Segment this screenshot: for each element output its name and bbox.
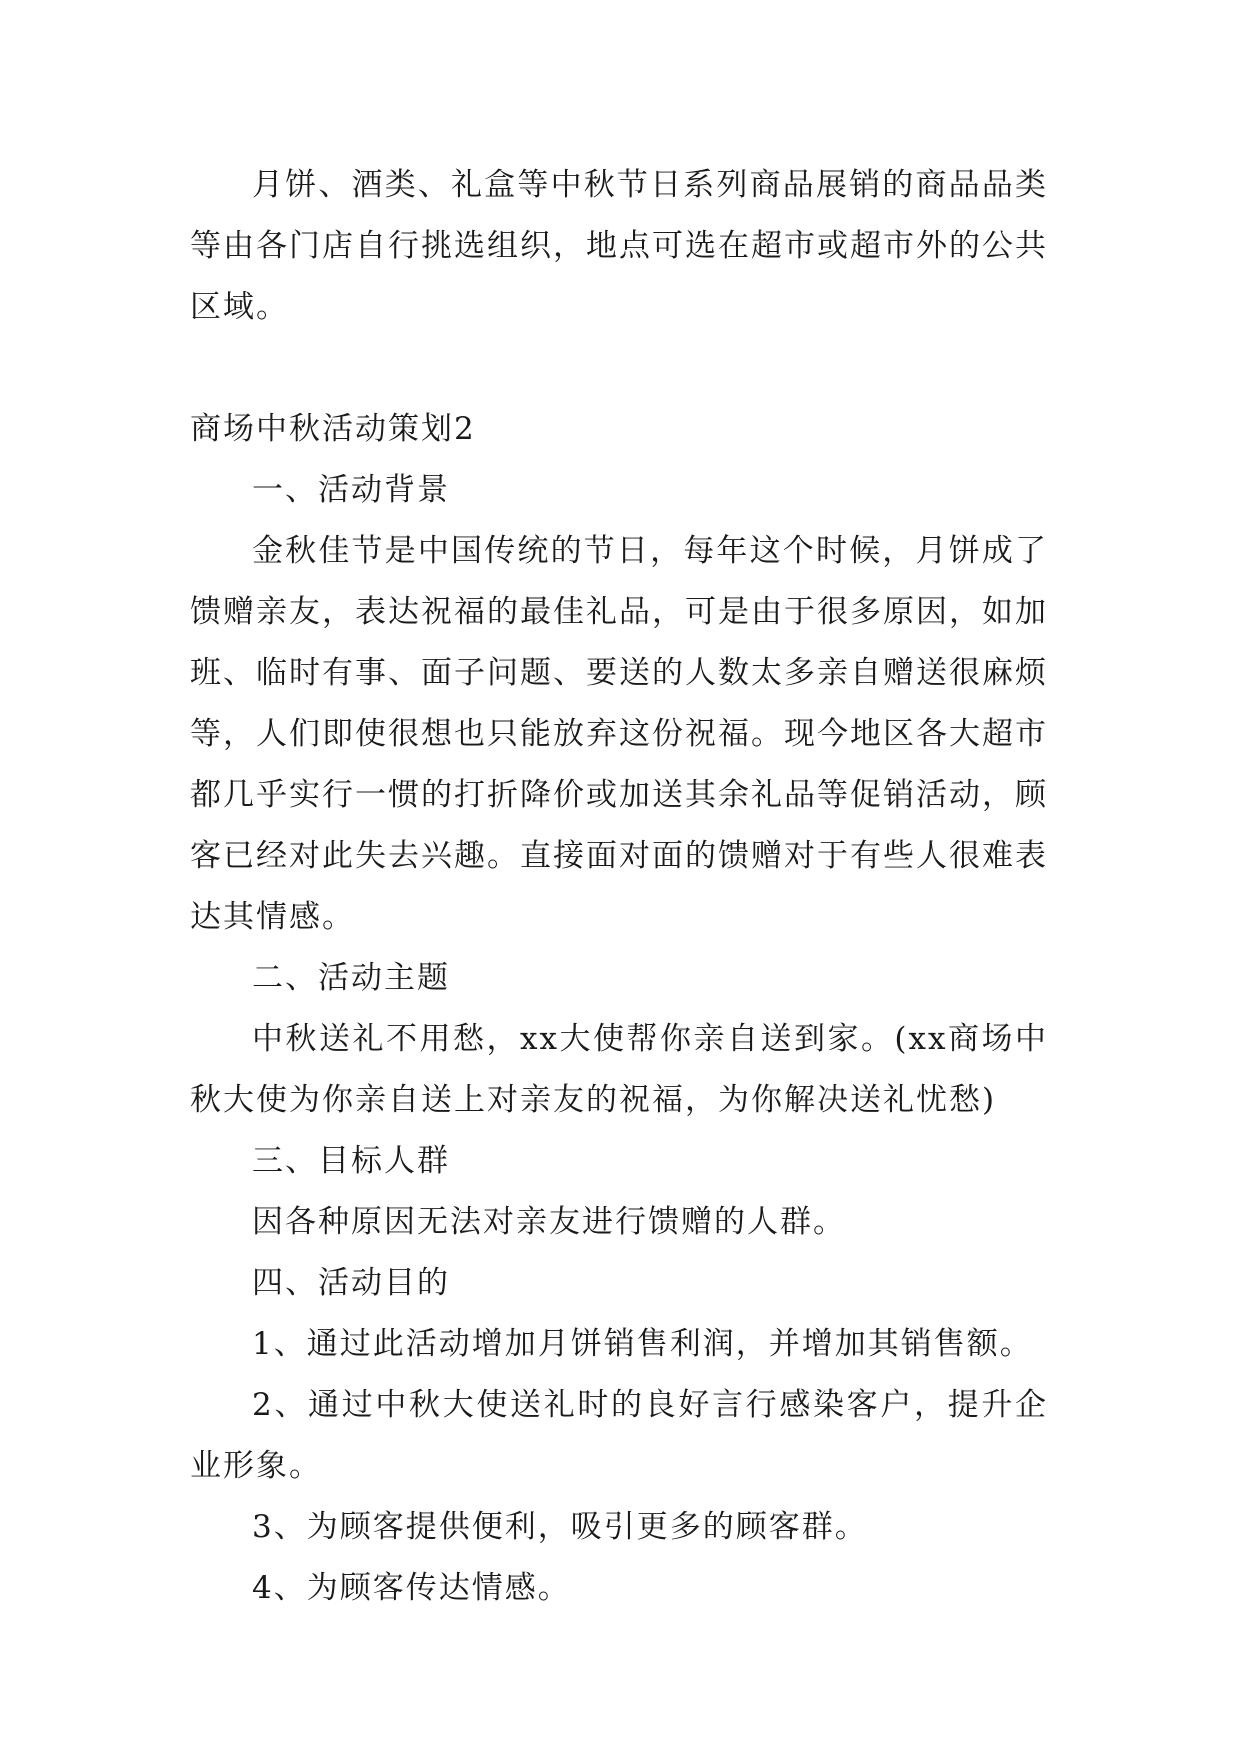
theme-paragraph: 中秋送礼不用愁，xx大使帮你亲自送到家。(xx商场中秋大使为你亲自送上对亲友的祝福，为你解决送礼忧愁) [190, 1021, 1048, 1118]
heading-purpose: 四、活动目的 [252, 1265, 450, 1301]
document-body [190, 155, 1048, 1619]
heading-background: 一、活动背景 [252, 472, 450, 508]
purpose-item-2: 2、通过中秋大使送礼时的良好言行感染客户，提升企业形象。 [190, 1387, 1048, 1484]
purpose-item-3: 3、为顾客提供便利，吸引更多的顾客群。 [252, 1509, 868, 1545]
target-paragraph: 因各种原因无法对亲友进行馈赠的人群。 [252, 1204, 846, 1240]
heading-theme: 二、活动主题 [252, 960, 450, 996]
heading-target: 三、目标人群 [252, 1143, 450, 1179]
section-title: 商场中秋活动策划2 [190, 411, 476, 447]
background-paragraph: 金秋佳节是中国传统的节日，每年这个时候，月饼成了馈赠亲友，表达祝福的最佳礼品，可是由于很多原因，如加班、临时有事、面子问题、要送的人数太多亲自赠送很麻烦等，人们即使很想也只能放弃这份祝福。现今地区各大超市都几乎实行一惯的打折降价或加送其余礼品等促销活动，顾客已经对此失去兴趣。直接面对面的馈赠对于有些人很难表达其情感。 [190, 533, 1048, 935]
purpose-item-1: 1、通过此活动增加月饼销售利润，并增加其销售额。 [252, 1326, 1033, 1362]
intro-paragraph: 月饼、酒类、礼盒等中秋节日系列商品展销的商品品类等由各门店自行挑选组织，地点可选在超市或超市外的公共区域。 [190, 167, 1048, 325]
purpose-item-4: 4、为顾客传达情感。 [252, 1570, 571, 1606]
paragraph-spacer [190, 338, 1048, 399]
